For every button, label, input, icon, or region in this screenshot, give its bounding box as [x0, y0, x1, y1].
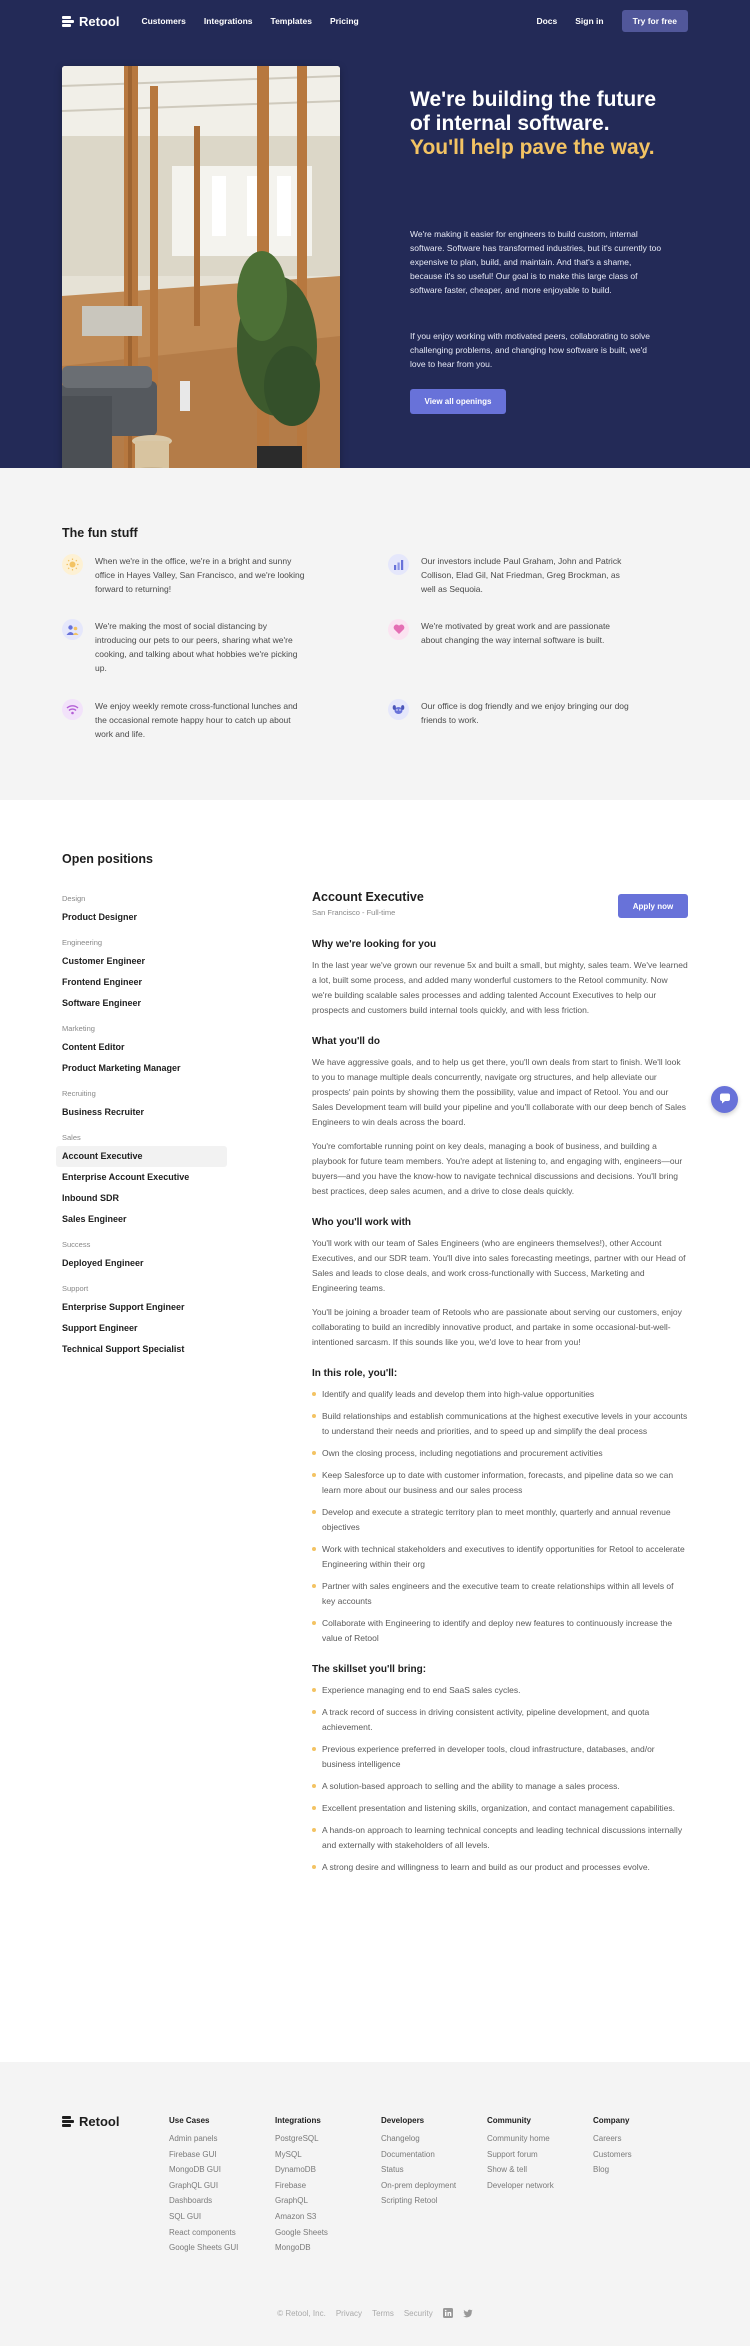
skill-item: Previous experience preferred in developer tools, cloud infrastructure, databases, and/or business intelligence — [312, 1742, 688, 1772]
hero-paragraph-2: If you enjoy working with motivated peers, collaborating to solve challenging problems, and changing how software is built, we'd love to hear from you. — [410, 331, 651, 369]
open-positions-title: Open positions — [62, 852, 153, 866]
job-location: San Francisco - Full-time — [312, 908, 396, 917]
footer-link[interactable]: React components — [169, 2227, 236, 2237]
footer-link[interactable]: PostgreSQL — [275, 2134, 319, 2143]
job-link-frontend-engineer[interactable]: Frontend Engineer — [62, 977, 143, 987]
chart-icon — [388, 554, 409, 575]
fun-item-text: Our investors include Paul Graham, John and Patrick Collison, Elad Gil, Nat Friedman, Greg Brockman, as well as Sequoia. — [421, 556, 622, 594]
retool-logo-icon — [62, 16, 74, 27]
office-illustration — [62, 66, 340, 491]
fun-item-text: When we're in the office, we're in a bright and sunny office in Hayes Valley, San Francisco, and we're looking forward to returning! — [95, 556, 305, 594]
linkedin-icon[interactable] — [443, 2308, 453, 2318]
fun-item — [62, 554, 307, 596]
category-label: Design — [62, 894, 86, 903]
hero-paragraph-1: We're making it easier for engineers to build custom, internal software. Software has transformed industries, but it's currently too expensive to plan, build, and maintain. And that's a shame, because it's so useful! Our goal is to make this large class of software faster, cheaper, and more enjoyable to build. — [410, 229, 662, 295]
fun-item — [62, 699, 307, 741]
role-item: Build relationships and establish communications at the highest executive levels in your accounts to understand their needs and priorities, and to speed up and simplify the deal process — [312, 1409, 688, 1439]
footer-link[interactable]: Customers — [593, 2149, 632, 2159]
hero-title-main: We're building the future of internal software. — [410, 88, 657, 135]
why-heading: Why we're looking for you — [312, 939, 437, 950]
footer-link[interactable]: GraphQL GUI — [169, 2180, 219, 2190]
job-link-enterprise-account-executive[interactable]: Enterprise Account Executive — [62, 1172, 190, 1182]
job-detail — [312, 890, 688, 1875]
brand-logo[interactable] — [62, 14, 119, 29]
footer-column-heading: Integrations — [275, 2116, 321, 2125]
footer-column-heading: Community — [487, 2116, 531, 2125]
role-item: Develop and execute a strategic territory plan to meet monthly, quarterly and annual revenue objectives — [312, 1505, 688, 1535]
job-link-product-marketing-manager[interactable]: Product Marketing Manager — [62, 1063, 181, 1073]
footer-column-company — [593, 2116, 632, 2178]
footer-link[interactable]: MongoDB GUI — [169, 2165, 222, 2175]
footer-link[interactable]: Status — [381, 2165, 404, 2175]
footer-link[interactable]: Community home — [487, 2134, 550, 2143]
skillset-heading: The skillset you'll bring: — [312, 1664, 427, 1675]
copyright-text: © Retool, Inc. — [277, 2308, 326, 2318]
chat-bubble-icon — [719, 1091, 731, 1109]
footer-column-community — [487, 2116, 554, 2193]
role-item: Work with technical stakeholders and executives to identify opportunities for Retool to accelerate Engineering within their org — [312, 1542, 688, 1572]
job-link-support-engineer[interactable]: Support Engineer — [62, 1323, 138, 1333]
footer-logo[interactable] — [62, 2114, 119, 2129]
fun-item — [62, 619, 307, 675]
category-label: Recruiting — [62, 1089, 96, 1098]
category-label: Engineering — [62, 938, 103, 947]
role-item: Keep Salesforce up to date with customer information, forecasts, and pipeline data so we can learn more about our business and our sales process — [312, 1468, 688, 1498]
footer-column-heading: Use Cases — [169, 2116, 210, 2125]
job-link-customer-engineer[interactable]: Customer Engineer — [62, 956, 146, 966]
fun-item-text: Our office is dog friendly and we enjoy bringing our dog friends to work. — [421, 701, 629, 725]
fun-item — [388, 554, 633, 596]
footer-link[interactable]: MongoDB — [275, 2243, 311, 2253]
footer-link[interactable]: Admin panels — [169, 2134, 218, 2143]
footer-link[interactable]: Documentation — [381, 2149, 435, 2159]
footer-link[interactable]: Firebase GUI — [169, 2149, 217, 2159]
job-link-sales-engineer[interactable]: Sales Engineer — [62, 1214, 127, 1224]
fun-item-text: We enjoy weekly remote cross-functional lunches and the occasional remote happy hour to catch up about work and life. — [95, 701, 298, 739]
footer-link[interactable]: Google Sheets — [275, 2227, 328, 2237]
footer-link[interactable]: Amazon S3 — [275, 2211, 317, 2221]
nav-link-customers[interactable]: Customers — [141, 16, 186, 26]
skill-item: A hands-on approach to learning technical concepts and leading technical discussions internally and externally with stakeholders of all levels. — [312, 1823, 688, 1853]
positions-sidebar — [62, 894, 222, 1360]
wifi-icon — [62, 699, 83, 720]
footer-bottom-bar — [0, 2308, 750, 2318]
heart-icon — [388, 619, 409, 640]
skillset-list — [312, 1683, 688, 1875]
skill-item: A track record of success in driving consistent activity, pipeline development, and quota achievement. — [312, 1705, 688, 1735]
footer-link[interactable]: On-prem deployment — [381, 2180, 457, 2190]
chat-widget-button[interactable] — [711, 1086, 738, 1113]
hero-title — [410, 88, 660, 160]
nav-link-templates[interactable]: Templates — [270, 16, 312, 26]
who-you-work-with-paragraph-1: You'll work with our team of Sales Engineers (who are engineers themselves!), other Account Executives, and our SDR team. You'll dive into sales forecasting meetings, partner with our Head of Sales and leads to close deals, and work cross-functionally with Success, Marketing and Engineering teams. — [312, 1238, 686, 1293]
why-paragraph: In the last year we've grown our revenue 5x and built a small, but mighty, sales team. We've learned a lot, built some process, and added many wonderful customers to the Retool community. Now we're building scalable sales processes and adding talented Account Executives to help our prospects and customers build internal tools quickly, and with less friction. — [312, 960, 688, 1015]
footer-link[interactable]: DynamoDB — [275, 2165, 316, 2175]
role-item: Identify and qualify leads and develop them into high-value opportunities — [312, 1387, 688, 1402]
people-icon — [62, 619, 83, 640]
sun-icon — [62, 554, 83, 575]
footer-brand-name: Retool — [79, 2114, 120, 2129]
fun-stuff-title: The fun stuff — [62, 526, 138, 540]
footer-column-integrations — [275, 2116, 328, 2256]
fun-item-text: We're motivated by great work and are passionate about changing the way internal software is built. — [421, 621, 611, 645]
fun-item — [388, 619, 633, 647]
job-link-content-editor[interactable]: Content Editor — [62, 1042, 125, 1052]
job-link-inbound-sdr[interactable]: Inbound SDR — [62, 1193, 119, 1203]
skill-item: Experience managing end to end SaaS sales cycles. — [312, 1683, 688, 1698]
job-title: Account Executive — [312, 890, 424, 904]
footer-link[interactable]: Scripting Retool — [381, 2196, 438, 2206]
job-link-enterprise-support-engineer[interactable]: Enterprise Support Engineer — [62, 1302, 185, 1312]
role-item: Partner with sales engineers and the executive team to create relationships within all levels of key accounts — [312, 1579, 688, 1609]
footer-link[interactable]: Dashboards — [169, 2196, 213, 2206]
category-label: Support — [62, 1284, 89, 1293]
category-label: Success — [62, 1240, 91, 1249]
skill-item: A solution-based approach to selling and the ability to manage a sales process. — [312, 1779, 688, 1794]
skill-item: A strong desire and willingness to learn and build as our product and processes evolve. — [312, 1860, 688, 1875]
what-you-do-paragraph-1: We have aggressive goals, and to help us get there, you'll own deals from start to finish. We'll look to you to manage multiple deals concurrently, navigate org structures, and help alleviate our prospects' pain points by showing them the possibility, value and impact of Retool. You and our Sales Development team will build your pipeline and you'll collaborate with our deep bench of Sales Engineers to win deals across the board. — [312, 1057, 686, 1127]
footer-link[interactable]: Developer network — [487, 2180, 554, 2190]
job-link-account-executive[interactable]: Account Executive — [56, 1146, 227, 1167]
role-list — [312, 1387, 688, 1646]
try-for-free-button[interactable]: Try for free — [622, 10, 688, 32]
footer-link[interactable]: SQL GUI — [169, 2211, 202, 2221]
category-label: Marketing — [62, 1024, 95, 1033]
job-link-technical-support-specialist[interactable]: Technical Support Specialist — [62, 1344, 185, 1354]
who-you-work-with-heading: Who you'll work with — [312, 1217, 412, 1228]
footer-column-use-cases — [169, 2116, 238, 2256]
nav-link-integrations[interactable]: Integrations — [203, 16, 253, 26]
nav-link-pricing[interactable]: Pricing — [329, 16, 359, 26]
in-this-role-heading: In this role, you'll: — [312, 1368, 398, 1379]
footer-link[interactable]: Show & tell — [487, 2165, 528, 2175]
job-link-software-engineer[interactable]: Software Engineer — [62, 998, 142, 1008]
fun-item — [388, 699, 633, 727]
what-you-do-heading: What you'll do — [312, 1036, 380, 1047]
footer-link[interactable]: Support forum — [487, 2149, 538, 2159]
nav-link-signin[interactable]: Sign in — [575, 16, 604, 26]
apply-now-button[interactable]: Apply now — [618, 894, 688, 918]
what-you-do-paragraph-2: You're comfortable running point on key deals, managing a book of business, and building a playbook for future team members. You're adept at listening to, and engaging with, engineers—our buyers—and you have the know-how to navigate technical discussions and decisions. You'll bring best practices, deep sales acumen, and a drive to close deals quickly. — [312, 1141, 683, 1196]
footer-link[interactable]: Blog — [593, 2165, 610, 2175]
dog-icon — [388, 699, 409, 720]
brand-name: Retool — [79, 13, 120, 29]
footer-link[interactable]: Careers — [593, 2134, 622, 2143]
skill-item: Excellent presentation and listening skills, organization, and contact management capabilities. — [312, 1801, 688, 1816]
fun-item-text: We're making the most of social distancing by introducing our pets to our peers, sharing what we're cooking, and talking about what hobbies we're picking up. — [95, 621, 298, 673]
footer-link[interactable]: Changelog — [381, 2134, 420, 2143]
footer-link[interactable]: Google Sheets GUI — [169, 2243, 239, 2253]
category-label: Sales — [62, 1133, 81, 1142]
nav-links — [141, 16, 358, 26]
top-nav — [62, 10, 688, 32]
privacy-link[interactable]: Privacy — [335, 2308, 363, 2318]
twitter-icon[interactable] — [463, 2308, 473, 2318]
view-all-openings-button[interactable]: View all openings — [410, 389, 506, 414]
role-item: Own the closing process, including negotiations and procurement activities — [312, 1446, 688, 1461]
footer-column-heading: Developers — [381, 2116, 425, 2125]
footer-link[interactable]: MySQL — [275, 2149, 302, 2159]
job-link-business-recruiter[interactable]: Business Recruiter — [62, 1107, 145, 1117]
who-you-work-with-paragraph-2: You'll be joining a broader team of Retools who are passionate about serving our customers, enjoy collaborating to build an incredibly innovative product, and partake in some occasional-but-well-intentioned sarcasm. If this sounds like you, we'd love to hear from you! — [312, 1307, 682, 1347]
security-link[interactable]: Security — [403, 2308, 433, 2318]
hero-title-accent: You'll help pave the way. — [410, 136, 655, 159]
nav-right — [536, 10, 688, 32]
footer — [0, 2062, 750, 2346]
office-photo — [62, 66, 340, 491]
nav-link-docs[interactable]: Docs — [536, 16, 558, 26]
footer-link[interactable]: GraphQL — [275, 2196, 308, 2206]
footer-column-developers — [381, 2116, 456, 2209]
footer-column-heading: Company — [593, 2116, 630, 2125]
terms-link[interactable]: Terms — [372, 2308, 394, 2318]
retool-logo-icon — [62, 2116, 74, 2127]
fun-stuff-section — [0, 468, 750, 800]
job-link-product-designer[interactable]: Product Designer — [62, 912, 138, 922]
job-link-deployed-engineer[interactable]: Deployed Engineer — [62, 1258, 144, 1268]
footer-link[interactable]: Firebase — [275, 2180, 307, 2190]
role-item: Collaborate with Engineering to identify and deploy new features to continuously increase the value of Retool — [312, 1616, 688, 1646]
